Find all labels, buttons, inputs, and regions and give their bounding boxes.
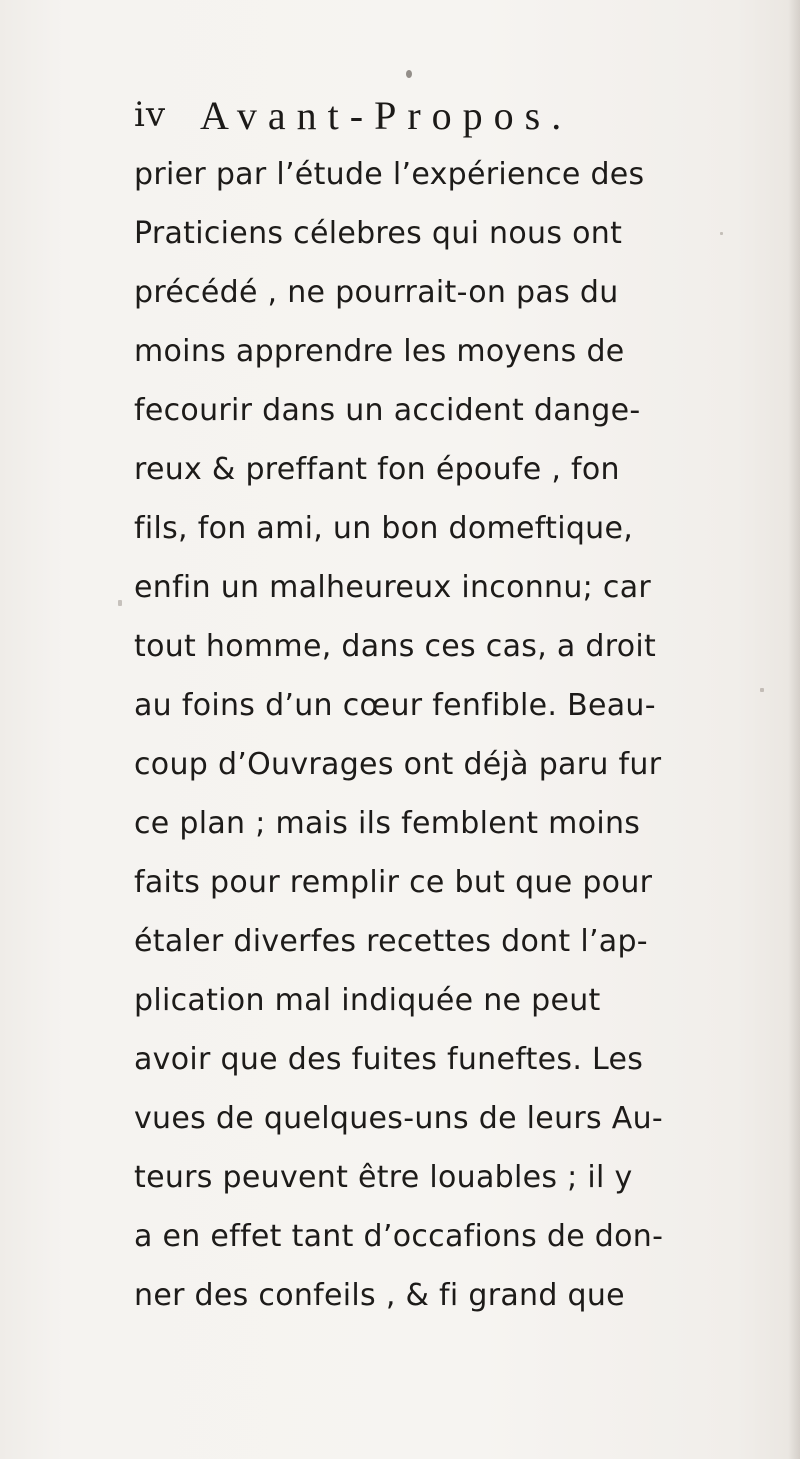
text-line: reux & preffant fon époufe , fon: [134, 452, 620, 487]
text-line: a en effet tant d’occafions de don-: [134, 1219, 664, 1254]
text-line: vues de quelques-uns de leurs Au-: [134, 1101, 664, 1136]
text-line: précédé , ne pourrait-on pas du: [134, 275, 619, 310]
text-line: ce plan ; mais ils femblent moins: [134, 806, 641, 841]
text-line: enfin un malheureux inconnu; car: [134, 570, 652, 605]
text-line: fecourir dans un accident dange-: [134, 393, 641, 428]
text-line: coup d’Ouvrages ont déjà paru fur: [134, 747, 662, 782]
text-line: avoir que des fuites funeftes. Les: [134, 1042, 644, 1077]
text-line: fils, fon ami, un bon domeftique,: [134, 511, 634, 546]
text-line: au foins d’un cœur fenfible. Beau-: [134, 688, 656, 723]
text-line: étaler diverfes recettes dont l’ap-: [134, 924, 648, 959]
ink-dot: [406, 70, 412, 78]
running-title: Avant-Propos.: [200, 93, 573, 138]
text-line: faits pour remplir ce but que pour: [134, 865, 653, 900]
body-text: [134, 145, 794, 1325]
text-line: Praticiens célebres qui nous ont: [134, 216, 623, 251]
text-line: plication mal indiquée ne peut: [134, 983, 601, 1018]
text-line: ner des confeils , & fi grand que: [134, 1278, 625, 1313]
text-line: teurs peuvent être louables ; il y: [134, 1160, 633, 1195]
ink-speck: [118, 600, 122, 606]
text-line: tout homme, dans ces cas, a droit: [134, 629, 657, 664]
text-line: moins apprendre les moyens de: [134, 334, 625, 369]
text-line: prier par l’étude l’expérience des: [134, 157, 645, 192]
page-number: iv: [134, 95, 167, 135]
